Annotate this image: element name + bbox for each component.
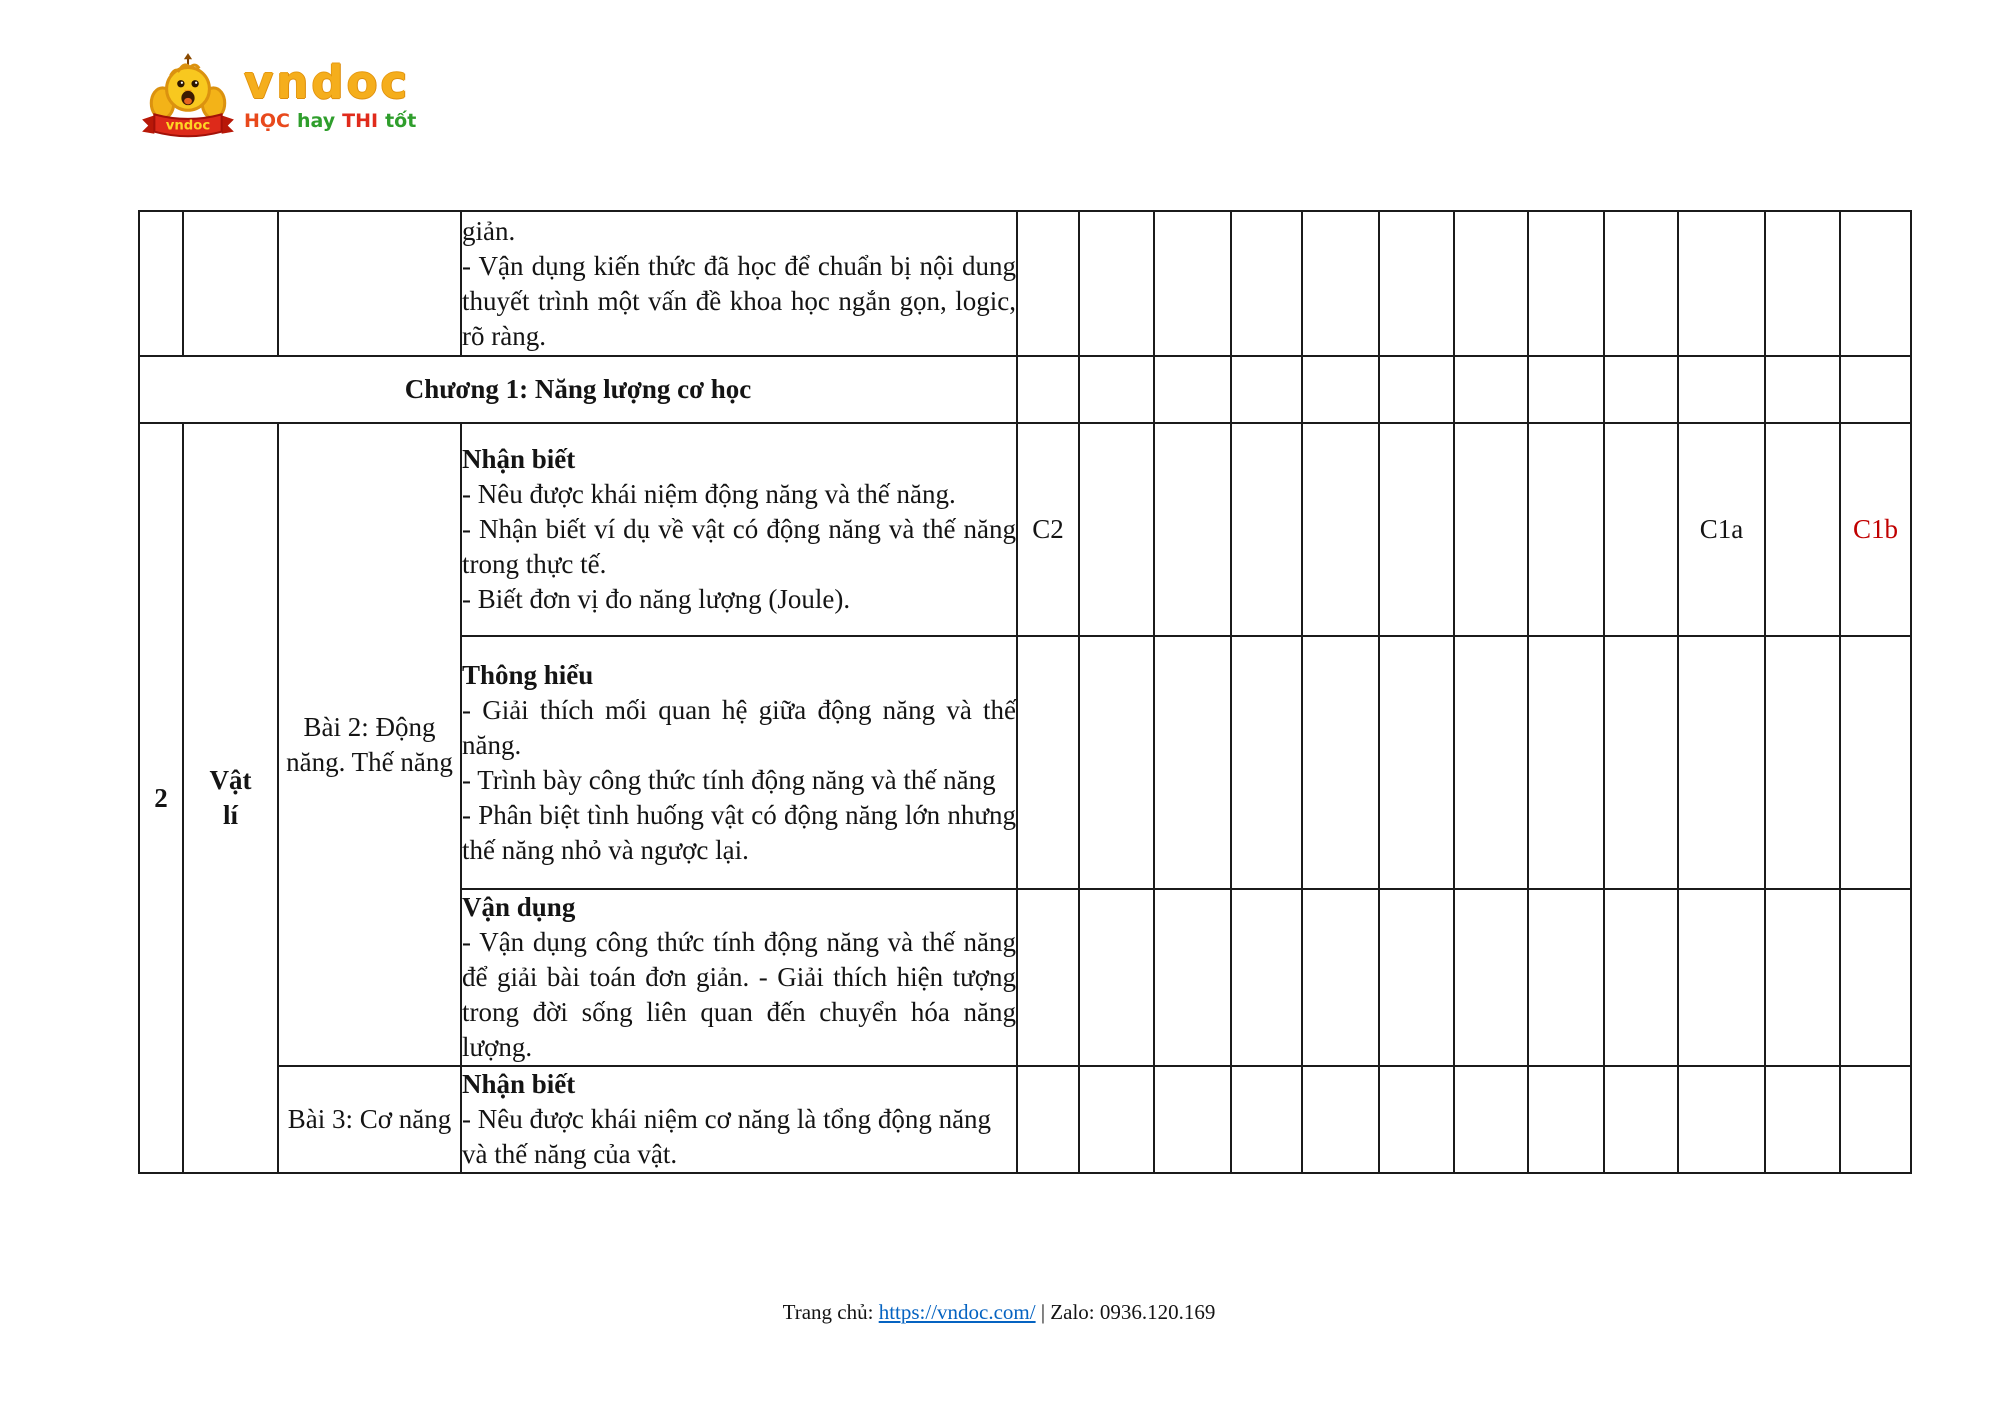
empty-cell xyxy=(1840,356,1911,423)
empty-cell xyxy=(1454,889,1528,1066)
question-code-c1a-cell: C1a xyxy=(1678,423,1765,636)
empty-cell xyxy=(1154,889,1231,1066)
subject-label: Vật lí xyxy=(209,765,252,830)
empty-cell xyxy=(1840,636,1911,889)
requirement-item: - Vận dụng công thức tính động năng và thế năng để giải bài toán đơn giản. - Giải thích hiện tượng trong đời sống liên quan đến chuyển hóa năng lượng. xyxy=(462,927,1016,1062)
empty-cell xyxy=(1154,636,1231,889)
empty-cell xyxy=(1379,889,1454,1066)
empty-cell xyxy=(1379,636,1454,889)
row-number-cell: 2 xyxy=(139,423,183,1173)
empty-cell xyxy=(1154,423,1231,636)
lesson2-nhan-biet-row xyxy=(139,423,1911,636)
empty-cell xyxy=(1454,423,1528,636)
footer-zalo: | Zalo: 0936.120.169 xyxy=(1040,1300,1216,1324)
carryover-paragraph: - Vận dụng kiến thức đã học để chuẩn bị nội dung thuyết trình một vấn đề khoa học ngắn gọn, logic, rõ ràng. xyxy=(462,250,1016,351)
empty-cell xyxy=(1231,356,1302,423)
empty-cell xyxy=(1017,1066,1079,1173)
empty-cell xyxy=(1017,889,1079,1066)
empty-cell xyxy=(1302,636,1379,889)
empty-cell xyxy=(1079,423,1154,636)
carryover-row xyxy=(139,211,1911,356)
requirement-item: - Biết đơn vị đo năng lượng (Joule). xyxy=(462,584,851,614)
empty-cell xyxy=(1017,211,1079,356)
empty-cell xyxy=(1765,423,1840,636)
empty-cell xyxy=(1840,211,1911,356)
carryover-requirements-cell xyxy=(461,211,1017,356)
empty-cell xyxy=(1379,423,1454,636)
tagline-word-hoc: HỌC xyxy=(244,110,290,132)
empty-cell xyxy=(1079,636,1154,889)
empty-cell xyxy=(1604,889,1678,1066)
empty-cell xyxy=(1528,1066,1604,1173)
empty-cell xyxy=(1454,1066,1528,1173)
empty-cell xyxy=(1302,423,1379,636)
ribbon-text: vndoc xyxy=(165,118,211,134)
empty-cell xyxy=(1604,423,1678,636)
empty-cell xyxy=(1765,889,1840,1066)
empty-cell xyxy=(1154,356,1231,423)
empty-cell xyxy=(1302,211,1379,356)
lesson2-nhan-biet-cell xyxy=(461,423,1017,636)
lesson2-van-dung-cell xyxy=(461,889,1017,1066)
empty-cell xyxy=(1678,1066,1765,1173)
empty-cell xyxy=(1231,636,1302,889)
requirement-item: - Trình bày công thức tính động năng và thế năng xyxy=(462,764,996,795)
empty-cell xyxy=(278,211,461,356)
empty-cell xyxy=(1678,889,1765,1066)
empty-cell xyxy=(1302,889,1379,1066)
level-heading: Nhận biết xyxy=(462,444,576,474)
subject-cell xyxy=(183,423,278,1173)
empty-cell xyxy=(1079,1066,1154,1173)
empty-cell xyxy=(1379,211,1454,356)
empty-cell xyxy=(1231,423,1302,636)
empty-cell xyxy=(183,211,278,356)
brand-wordmark: vndoc xyxy=(244,56,411,109)
chapter-title-cell: Chương 1: Năng lượng cơ học xyxy=(139,356,1017,423)
logo-text-block xyxy=(244,56,423,132)
empty-cell xyxy=(1604,356,1678,423)
empty-cell xyxy=(1604,1066,1678,1173)
empty-cell xyxy=(1765,636,1840,889)
empty-cell xyxy=(1079,356,1154,423)
empty-cell xyxy=(1302,1066,1379,1173)
empty-cell xyxy=(1528,889,1604,1066)
question-code-c1b-cell: C1b xyxy=(1840,423,1911,636)
empty-cell xyxy=(1528,423,1604,636)
empty-cell xyxy=(1840,1066,1911,1173)
empty-cell xyxy=(1765,211,1840,356)
empty-cell xyxy=(1302,356,1379,423)
tagline-word-tot: tốt xyxy=(385,110,417,132)
level-heading: Nhận biết xyxy=(462,1069,576,1099)
empty-cell xyxy=(1231,211,1302,356)
empty-cell xyxy=(1604,636,1678,889)
homepage-link[interactable]: https://vndoc.com/ xyxy=(878,1300,1036,1324)
tagline-word-thi: THI xyxy=(342,110,379,132)
empty-cell xyxy=(1017,356,1079,423)
requirement-item: - Phân biệt tình huống vật có động năng lớn nhưng thế năng nhỏ và ngược lại. xyxy=(462,799,1016,865)
empty-cell xyxy=(1154,1066,1231,1173)
carryover-line: giản. xyxy=(462,215,516,246)
lesson2-title-cell: Bài 2: Động năng. Thế năng xyxy=(278,423,461,1066)
empty-cell xyxy=(1079,211,1154,356)
empty-cell xyxy=(1231,1066,1302,1173)
empty-cell xyxy=(1604,211,1678,356)
requirement-item: - Giải thích mối quan hệ giữa động năng và thế năng. xyxy=(462,694,1016,760)
empty-cell xyxy=(1678,356,1765,423)
lesson3-row xyxy=(139,1066,1911,1173)
brand-tagline xyxy=(244,110,423,132)
chapter-row xyxy=(139,356,1911,423)
empty-cell xyxy=(1379,356,1454,423)
exam-spec-table xyxy=(138,210,1912,1174)
vndoc-mascot-icon xyxy=(136,52,240,140)
empty-cell xyxy=(1678,211,1765,356)
empty-cell xyxy=(1454,211,1528,356)
empty-cell xyxy=(139,211,183,356)
empty-cell xyxy=(1528,636,1604,889)
lesson3-title-cell: Bài 3: Cơ năng xyxy=(278,1066,461,1173)
empty-cell xyxy=(1765,1066,1840,1173)
level-heading: Thông hiểu xyxy=(462,659,594,690)
empty-cell xyxy=(1231,889,1302,1066)
empty-cell xyxy=(1528,356,1604,423)
vndoc-logo xyxy=(136,52,423,140)
empty-cell xyxy=(1528,211,1604,356)
empty-cell xyxy=(1765,356,1840,423)
requirement-item: - Nhận biết ví dụ về vật có động năng và thế năng trong thực tế. xyxy=(462,514,1016,579)
empty-cell xyxy=(1154,211,1231,356)
empty-cell xyxy=(1840,889,1911,1066)
empty-cell xyxy=(1454,356,1528,423)
empty-cell xyxy=(1454,636,1528,889)
lesson3-nhan-biet-cell xyxy=(461,1066,1017,1173)
footer-prefix: Trang chủ: xyxy=(782,1300,874,1324)
requirement-item: - Nêu được khái niệm cơ năng là tổng động năng và thế năng của vật. xyxy=(462,1104,992,1169)
question-code-c2-cell: C2 xyxy=(1017,423,1079,636)
empty-cell xyxy=(1079,889,1154,1066)
empty-cell xyxy=(1379,1066,1454,1173)
page-footer xyxy=(0,1297,1998,1327)
empty-cell xyxy=(1017,636,1079,889)
lesson2-thong-hieu-cell xyxy=(461,636,1017,889)
level-heading: Vận dụng xyxy=(462,892,576,922)
tagline-word-hay: hay xyxy=(297,110,336,132)
empty-cell xyxy=(1678,636,1765,889)
requirement-item: - Nêu được khái niệm động năng và thế năng. xyxy=(462,479,956,509)
